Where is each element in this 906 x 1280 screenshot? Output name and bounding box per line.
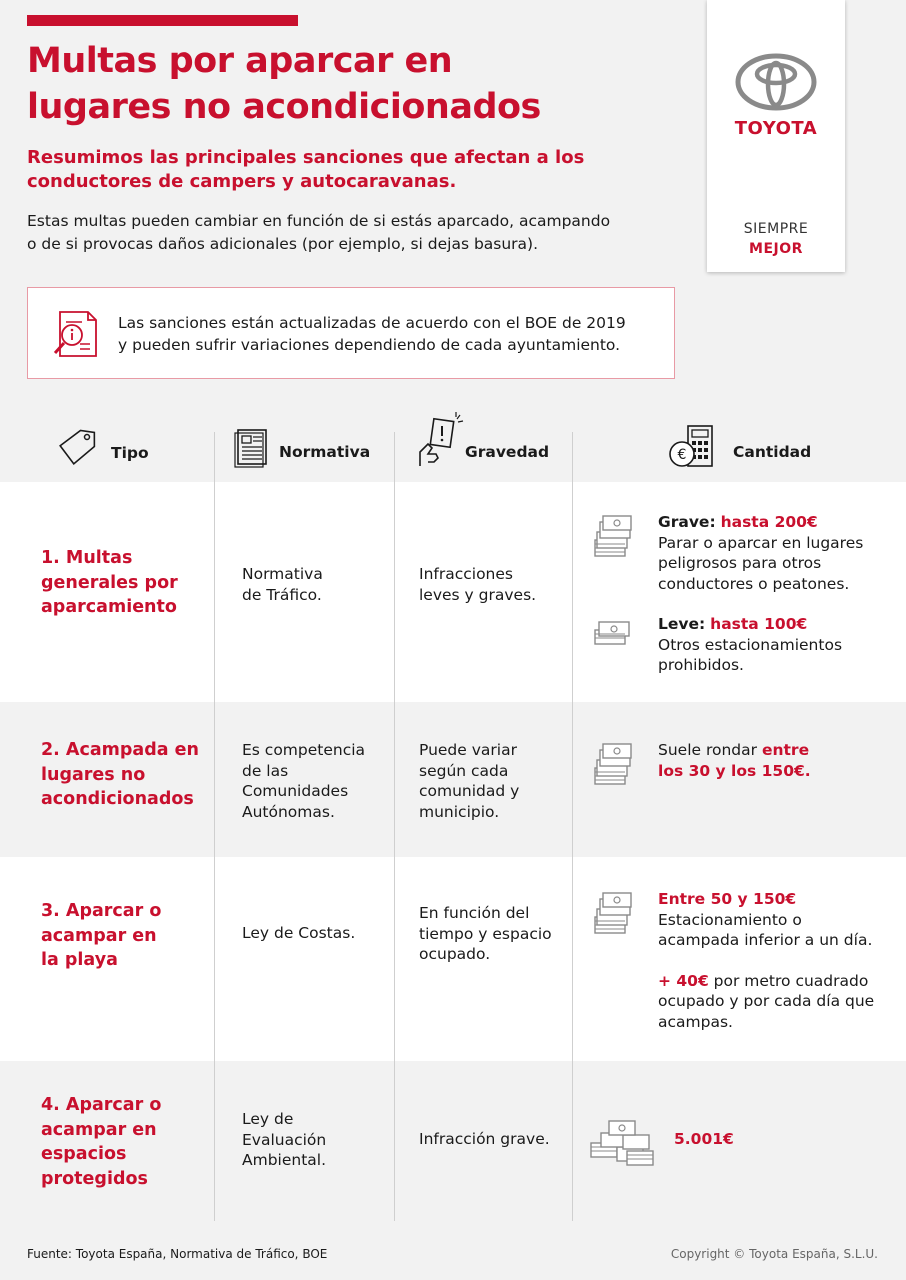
text-line: conductores o peatones.: [658, 574, 850, 593]
text-line: ocupado y por cada día que: [658, 992, 875, 1010]
slogan-line-2: MEJOR: [749, 241, 803, 257]
notice-line: Las sanciones están actualizadas de acuerdo con el BOE de 2019: [118, 314, 626, 332]
column-header-normativa: [214, 410, 394, 482]
amount-value: entre: [761, 741, 810, 759]
column-label: Gravedad: [465, 443, 550, 461]
text-line: ocupado.: [419, 945, 491, 963]
row-type-line: acampar en: [41, 1119, 157, 1140]
amount-value: 5.001€: [674, 1130, 734, 1148]
text-span: Suele rondar: [658, 741, 758, 759]
text-span: por metro cuadrado: [708, 971, 869, 990]
row-regulation: [242, 564, 323, 605]
amount-value: hasta 100€: [710, 615, 808, 633]
text-line: Infracción grave.: [419, 1130, 550, 1148]
table-row: [0, 702, 906, 857]
text-line: En función del: [419, 904, 530, 922]
column-header-gravedad: [394, 410, 572, 482]
notice-text: [118, 312, 668, 356]
column-divider: [394, 432, 395, 1221]
row-regulation: [242, 923, 355, 944]
text-line: peligrosos para otros: [658, 554, 822, 572]
title-line: Multas por aparcar en: [27, 41, 453, 81]
text-line: Puede variar: [419, 741, 517, 759]
toyota-emblem-icon: [734, 52, 818, 112]
row-type-line: la playa: [41, 950, 118, 970]
text-line: comunidad y: [419, 782, 520, 800]
row-type-line: espacios: [41, 1144, 127, 1164]
column-label: Normativa: [279, 443, 371, 461]
row-regulation: [242, 1109, 326, 1171]
hand-card-icon: [414, 410, 466, 468]
text-line: Comunidades: [242, 782, 349, 800]
text-line: Ley de Costas.: [242, 924, 356, 942]
brand-name: TOYOTA: [734, 118, 818, 139]
title-line: lugares no acondicionados: [27, 87, 541, 127]
text-line: Ambiental.: [242, 1151, 327, 1169]
amount-label: Leve:: [658, 615, 706, 633]
table-row: [0, 857, 906, 1061]
cash-stack-icon: [591, 891, 637, 937]
text-line: de las: [242, 761, 289, 780]
row-type-line: protegidos: [41, 1168, 148, 1189]
cash-stack-icon: [591, 514, 637, 560]
row-type-line: 2. Acampada en: [41, 740, 199, 760]
intro-line: Estas multas pueden cambiar en función de si estás aparcado, acampando: [27, 212, 611, 230]
row-type-line: acampar en: [41, 925, 157, 946]
text-line: Parar o aparcar en lugares: [658, 533, 864, 552]
row-type-line: 4. Aparcar o: [41, 1095, 162, 1115]
row-severity: [419, 903, 552, 965]
row-type: [41, 738, 211, 812]
text-line: Es competencia: [242, 741, 366, 759]
text-line: tiempo y espacio: [419, 924, 552, 943]
source-note: Fuente: Toyota España, Normativa de Tráfico, BOE: [27, 1247, 328, 1261]
amount-label: Grave:: [658, 513, 716, 531]
text-line: de Tráfico.: [242, 585, 322, 604]
intro-text: [27, 210, 667, 256]
brand-card: [707, 0, 845, 272]
column-label: Cantidad: [733, 443, 812, 461]
text-line: según cada: [419, 761, 509, 780]
row-type-line: aparcamiento: [41, 597, 177, 617]
column-divider: [572, 432, 573, 1221]
row-type: [41, 899, 211, 973]
row-type-line: 3. Aparcar o: [41, 901, 162, 921]
document-search-icon: [50, 308, 102, 360]
subtitle: [27, 146, 667, 194]
row-severity: [419, 564, 536, 605]
cash-icon: [591, 616, 633, 648]
row-severity: [419, 740, 519, 822]
svg-text:€: €: [677, 447, 687, 463]
text-line: Ley de: [242, 1110, 294, 1128]
row-amount-leve: [658, 614, 898, 676]
column-divider: [214, 432, 215, 1221]
text-line: acampas.: [658, 1012, 733, 1031]
text-line: Infracciones: [419, 565, 513, 583]
row-type: [41, 546, 211, 620]
text-line: municipio.: [419, 802, 500, 821]
slogan-line-1: SIEMPRE: [743, 221, 809, 237]
text-line: Evaluación: [242, 1130, 327, 1149]
column-header-tipo: [0, 410, 214, 482]
subtitle-line: Resumimos las principales sanciones que afectan a los: [27, 147, 585, 168]
amount-value: + 40€: [658, 971, 709, 990]
table-row: [0, 1061, 906, 1221]
intro-line: o de si provocas daños adicionales (por ejemplo, si dejas basura).: [27, 235, 539, 253]
notice-box: [27, 287, 675, 379]
table-header: [0, 410, 906, 482]
text-line: Autónomas.: [242, 802, 335, 821]
amount-value: los 30 y los 150€.: [658, 761, 811, 780]
cash-stack-icon: [591, 742, 637, 788]
tag-icon: [54, 426, 98, 470]
row-type-line: 1. Multas: [41, 548, 133, 568]
amount-value: Entre 50 y 150€: [658, 890, 797, 908]
calculator-euro-icon: [668, 424, 716, 470]
row-amount-grave: [658, 512, 898, 594]
amount-value: hasta 200€: [720, 513, 818, 531]
column-header-cantidad: [572, 410, 906, 482]
copyright-note: Copyright © Toyota España, S.L.U.: [670, 1247, 878, 1261]
notice-line: y pueden sufrir variaciones dependiendo de cada ayuntamiento.: [118, 336, 621, 354]
table-row: [0, 482, 906, 702]
row-type-line: acondicionados: [41, 789, 194, 809]
row-type: [41, 1093, 211, 1191]
row-regulation: [242, 740, 365, 822]
row-type-line: generales por: [41, 572, 178, 593]
text-line: acampada inferior a un día.: [658, 931, 873, 949]
row-amount: [658, 889, 898, 1032]
row-amount: [658, 740, 898, 781]
accent-bar: [27, 15, 298, 26]
subtitle-line: conductores de campers y autocaravanas.: [27, 171, 457, 192]
text-line: leves y graves.: [419, 585, 537, 604]
row-type-line: lugares no: [41, 764, 146, 785]
text-line: Otros estacionamientos: [658, 635, 843, 654]
page-title: [27, 38, 667, 130]
cash-pile-icon: [587, 1113, 657, 1169]
newspaper-icon: [234, 428, 270, 468]
text-line: Estacionamiento o: [658, 910, 802, 929]
text-line: Normativa: [242, 565, 323, 583]
text-line: prohibidos.: [658, 656, 744, 674]
column-label: Tipo: [111, 444, 149, 462]
row-severity: [419, 1129, 550, 1150]
